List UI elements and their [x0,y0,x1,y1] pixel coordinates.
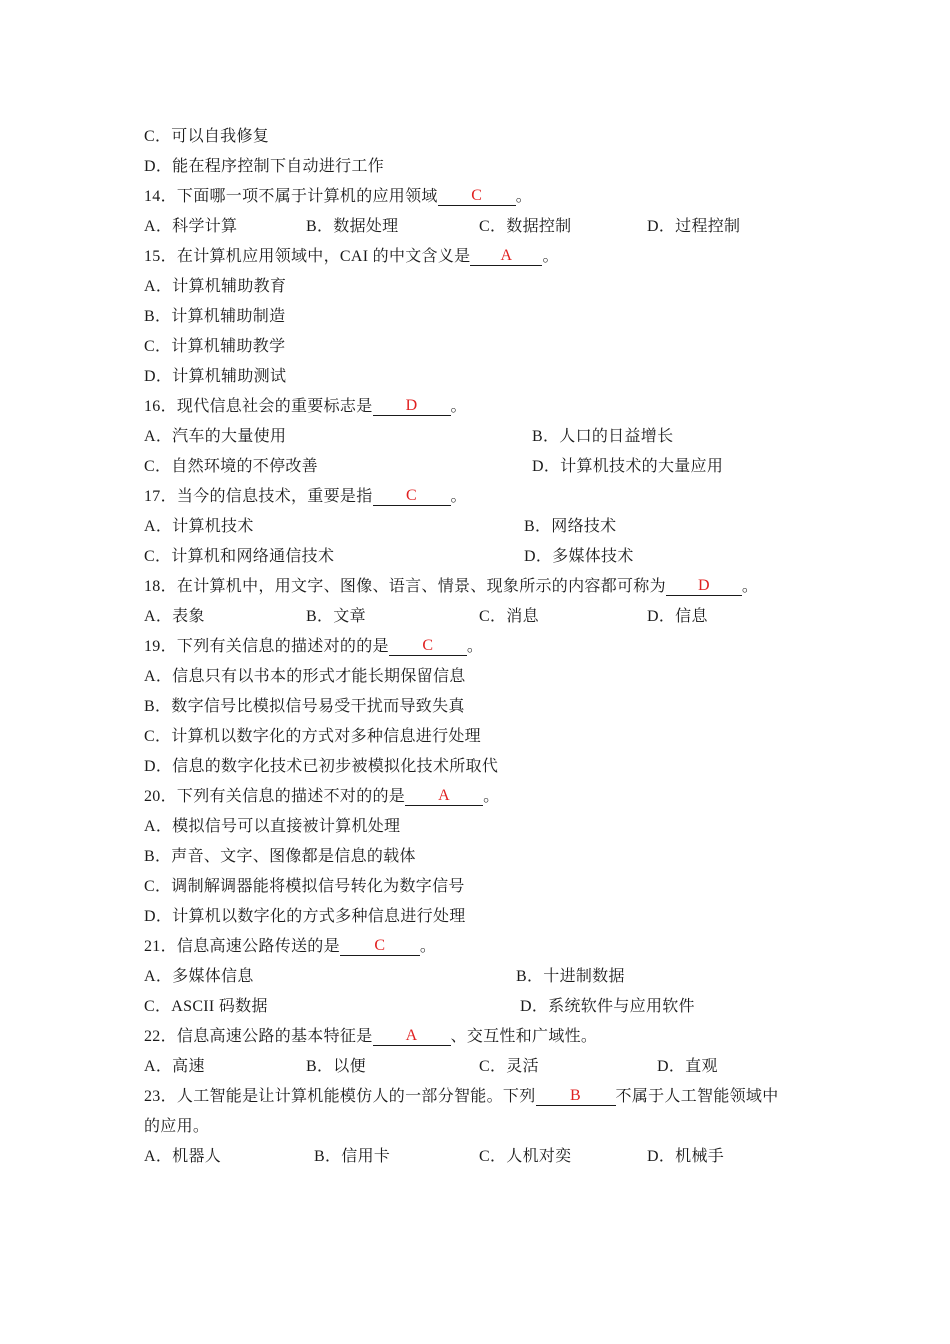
question-text: 17．当今的信息技术，重要是指 [144,488,373,505]
question-14 [144,182,532,212]
option-text: C．可以自我修复 [144,128,270,145]
answer-blank: C [389,635,467,656]
answer-blank: C [340,935,420,956]
option-text: B．数字信号比模拟信号易受干扰而导致失真 [144,698,465,715]
option-text: D．计算机以数字化的方式多种信息进行处理 [144,908,466,925]
question-23 [144,1082,779,1112]
question-text: 20．下列有关信息的描述不对的的是 [144,788,406,805]
option-c: C．灵活 [479,1058,539,1075]
option-line [144,362,286,392]
option-line [144,752,498,782]
question-20 [144,782,499,812]
answer-blank: C [438,185,516,206]
question-continuation [144,1112,209,1142]
answer-blank: D [373,395,451,416]
option-b: B．数据处理 [306,218,399,235]
option-a: A．汽车的大量使用 [144,428,287,445]
option-line [144,662,466,692]
question-text: 14．下面哪一项不属于计算机的应用领域 [144,188,438,205]
option-b: B．网络技术 [524,518,617,535]
answer-blank: A [470,245,542,266]
option-line [144,272,286,302]
question-16 [144,392,467,422]
option-line [144,332,285,362]
answer-blank: D [666,575,742,596]
option-a: A．多媒体信息 [144,968,254,985]
answer-blank: B [536,1085,616,1106]
question-suffix: 。 [483,788,500,805]
option-text: B．声音、文字、图像都是信息的载体 [144,848,416,865]
option-line [144,692,465,722]
question-suffix: 。 [419,938,437,955]
option-d: D．直观 [657,1058,718,1075]
option-c: C．计算机和网络通信技术 [144,548,335,565]
option-d: D．机械手 [647,1148,725,1165]
option-text: C．调制解调器能将模拟信号转化为数字信号 [144,878,465,895]
question-text: 的应用。 [144,1118,210,1135]
question-suffix: 。 [741,578,759,595]
option-line [144,842,416,872]
question-text: 15．在计算机应用领域中，CAI 的中文含义是 [144,248,471,265]
question-text: 23．人工智能是让计算机能模仿人的一部分智能。下列 [144,1088,536,1105]
option-a: A．科学计算 [144,218,238,235]
option-d: D．信息 [647,608,708,625]
option-b: B．文章 [306,608,366,625]
option-text: A．计算机辅助教育 [144,278,287,295]
question-19 [144,632,483,662]
question-suffix: 、交互性和广域性。 [450,1028,598,1045]
question-suffix: 不属于人工智能领域中 [615,1088,779,1105]
answer-blank: A [405,785,483,806]
option-b: B．信用卡 [314,1148,391,1165]
option-a: A．机器人 [144,1148,222,1165]
option-line [144,302,285,332]
option-line [144,122,269,152]
option-c: C．数据控制 [479,218,572,235]
answer-blank: C [373,485,451,506]
option-line [144,152,384,182]
question-suffix: 。 [542,248,559,265]
option-a: A．计算机技术 [144,518,254,535]
option-line [144,812,400,842]
option-c: C．消息 [479,608,539,625]
option-c: C．人机对奕 [479,1148,572,1165]
option-c: C．ASCII 码数据 [144,998,268,1015]
option-text: B．计算机辅助制造 [144,308,286,325]
question-text: 19．下列有关信息的描述对的的是 [144,638,389,655]
question-text: 18．在计算机中，用文字、图像、语言、情景、现象所示的内容都可称为 [144,578,666,595]
question-18 [144,572,758,602]
option-c: C．自然环境的不停改善 [144,458,318,475]
option-text: D．计算机辅助测试 [144,368,287,385]
option-text: D．能在程序控制下自动进行工作 [144,158,385,175]
answer-blank: A [373,1025,451,1046]
question-suffix: 。 [450,398,467,415]
question-text: 21．信息高速公路传送的是 [144,938,340,955]
option-a: A．高速 [144,1058,205,1075]
question-15 [144,242,559,272]
option-text: A．信息只有以书本的形式才能长期保留信息 [144,668,466,685]
option-a: A．表象 [144,608,205,625]
option-text: C．计算机以数字化的方式对多种信息进行处理 [144,728,481,745]
question-22 [144,1022,597,1052]
question-text: 16．现代信息社会的重要标志是 [144,398,373,415]
question-suffix: 。 [466,638,484,655]
option-d: D．过程控制 [647,218,741,235]
option-line [144,872,465,902]
option-text: A．模拟信号可以直接被计算机处理 [144,818,401,835]
question-text: 22．信息高速公路的基本特征是 [144,1028,373,1045]
option-b: B．十进制数据 [516,968,625,985]
option-line [144,902,466,932]
option-b: B．人口的日益增长 [532,428,674,445]
question-suffix: 。 [515,188,533,205]
question-17 [144,482,467,512]
question-suffix: 。 [450,488,467,505]
option-b: B．以便 [306,1058,366,1075]
option-text: C．计算机辅助教学 [144,338,286,355]
option-d: D．系统软件与应用软件 [520,998,695,1015]
question-21 [144,932,436,962]
option-d: D．多媒体技术 [524,548,634,565]
option-text: D．信息的数字化技术已初步被模拟化技术所取代 [144,758,499,775]
option-d: D．计算机技术的大量应用 [532,458,724,475]
option-line [144,722,481,752]
